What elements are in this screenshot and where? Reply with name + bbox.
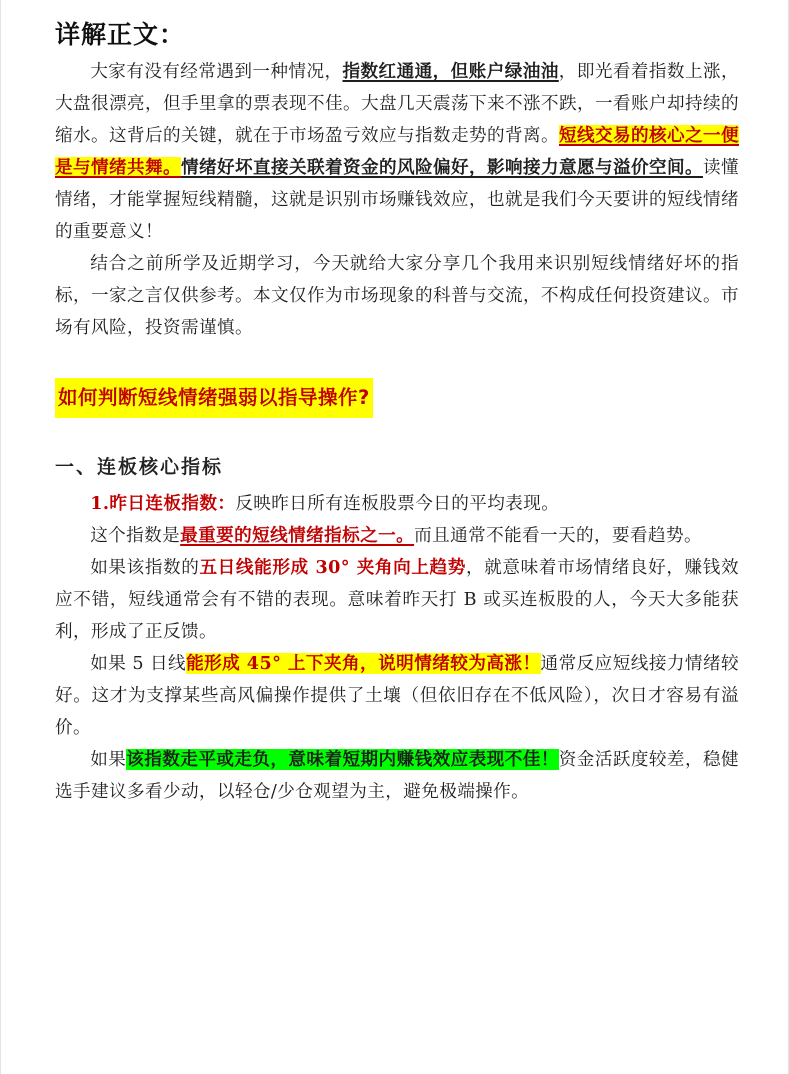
flat-trend-paragraph (55, 744, 739, 808)
article-body (55, 14, 739, 808)
trend-30-paragraph (55, 552, 739, 648)
flat-trend-text-2: 资金活跃度较差，稳健选手建议多看少动，以轻仓/少仓观望为主，避免极端操作。 (55, 750, 739, 802)
intro-text-2: ，即光看着指数上涨，大盘很漂亮，但手里拿的票表现不佳。大盘几天震荡下来不涨不跌，一看账户却持续的缩水。这背后的关键，就在于市场盈亏效应与指数走势的背离。 (55, 62, 739, 146)
trend-45-highlight: 能形成 45° 上下夹角，说明情绪较为高涨！ (186, 653, 541, 674)
trend-30-text-2: ，就意味着市场情绪良好，赚钱效应不错，短线通常会有不错的表现。意味着昨天打 B 或买连板股的人，今天大多能获利，形成了正反馈。 (55, 558, 739, 642)
intro-paragraph (55, 56, 739, 248)
flat-trend-text-1: 如果 (90, 750, 127, 770)
flat-trend-highlight: 该指数走平或走负，意味着短期内赚钱效应表现不佳！ (126, 749, 559, 770)
importance-paragraph (55, 520, 739, 552)
intro-highlight-1: 短线交易的核心之一便是与情绪共舞。 (55, 125, 739, 178)
trend-30-text-1: 如果该指数的 (90, 558, 200, 578)
intro-text-1: 大家有没有经常遇到一种情况， (90, 62, 343, 82)
trend-30-emphasis: 五日线能形成 30° 夹角向上趋势 (199, 557, 466, 578)
intro-emphasis-1: 指数红通通，但账户绿油油 (342, 61, 559, 82)
indicator-desc: 反映昨日所有连板股票今日的平均表现。 (235, 494, 560, 514)
importance-text-1: 这个指数是 (90, 526, 181, 546)
indicator-label: 1.昨日连板指数： (90, 493, 236, 514)
question-heading: 如何判断短线情绪强弱以指导操作? (55, 378, 373, 418)
trend-45-paragraph (55, 648, 739, 744)
intro-text-3: 读懂情绪，才能掌握短线精髓，这就是识别市场赚钱效应，也就是我们今天要讲的短线情绪的重要意义！ (55, 158, 739, 242)
importance-text-2: 而且通常不能看一天的，要看趋势。 (414, 526, 702, 546)
importance-emphasis: 最重要的短线情绪指标之一。 (180, 525, 415, 546)
intro-emphasis-2: 情绪好坏直接关联着资金的风险偏好，影响接力意愿与溢价空间。 (181, 157, 703, 178)
trend-45-text-1: 如果 5 日线 (90, 654, 187, 674)
disclaimer-paragraph: 结合之前所学及近期学习，今天就给大家分享几个我用来识别短线情绪好坏的指标，一家之言仅供参考。本文仅作为市场现象的科普与交流，不构成任何投资建议。市场有风险，投资需谨慎。 (55, 254, 739, 338)
section-heading: 一、连板核心指标 (55, 456, 224, 478)
page-title: 详解正文： (55, 20, 186, 49)
indicator-paragraph (55, 488, 739, 520)
trend-45-text-2: 通常反应短线接力情绪较好。这才为支撑某些高风偏操作提供了土壤（但依旧存在不低风险），次日才容易有溢价。 (55, 654, 739, 738)
